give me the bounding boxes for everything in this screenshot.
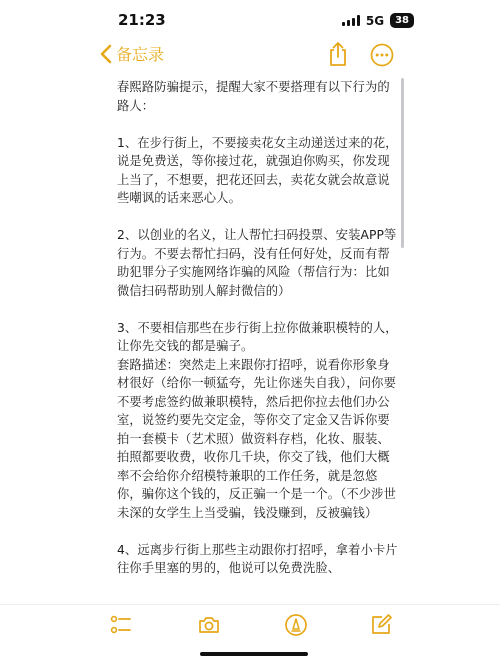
camera-icon[interactable]: [197, 613, 221, 637]
share-icon[interactable]: [327, 41, 349, 67]
home-indicator: [200, 652, 308, 656]
note-body[interactable]: [117, 78, 399, 608]
markup-pen-icon[interactable]: [284, 613, 308, 637]
back-button[interactable]: [100, 42, 164, 65]
checklist-icon[interactable]: [109, 613, 133, 637]
note-paragraph: 春熙路防骗提示，提醒大家不要搭理有以下行为的路人：: [117, 80, 390, 113]
status-bar: [0, 0, 500, 38]
note-paragraph: 套路描述：突然走上来跟你打招呼，说看你形象身材很好（给你一顿猛夸，先让你迷失自我），问你要不要考虑签约做兼职模特，然后把你拉去他们办公室，说签约要先交定金，等你交了定金又告诉你要拍一套模卡（艺术照）做资料存档，化妆、服装、拍照都要收费，收你几千块，你交了钱，他们大概率不会给你介绍模特兼职的工作任务，就是忽悠你，骗你这个钱的，反正骗一个是一个。（不少涉世未深的女学生上当受骗，钱没赚到，反被骗钱）: [117, 357, 396, 520]
note-paragraph: 3、不要相信那些在步行街上拉你做兼职模特的人，让你先交钱的都是骗子。: [117, 320, 398, 353]
note-paragraph: 2、以创业的名义，让人帮忙扫码投票、安装APP等行为。不要去帮忙扫码，没有任何好处，反而有帮助犯罪分子实施网络诈骗的风险（帮信行为：比如微信扫码帮助别人解封微信的）: [117, 228, 397, 298]
status-time: 21:23: [118, 11, 166, 29]
note-paragraph: 1、在步行街上，不要接卖花女主动递送过来的花，说是免费送，等你接过花，就强迫你购买，你发现上当了，不想要，把花还回去，卖花女就会故意说些嘲讽的话来恶心人。: [117, 135, 398, 205]
more-options-icon[interactable]: [370, 43, 394, 67]
back-label: 备忘录: [116, 45, 165, 64]
chevron-left-icon: [100, 44, 112, 64]
battery-icon: 38: [390, 13, 414, 28]
nav-bar: [0, 38, 500, 74]
signal-icon: [342, 15, 360, 26]
status-indicators: [342, 13, 414, 28]
compose-icon[interactable]: [369, 613, 393, 637]
note-paragraph: 4、远离步行街上那些主动跟你打招呼，拿着小卡片往你手里塞的男的，他说可以免费洗脸、: [117, 542, 398, 575]
scrollbar[interactable]: [401, 78, 404, 248]
bottom-toolbar: [0, 604, 500, 644]
network-type: 5G: [365, 13, 385, 28]
